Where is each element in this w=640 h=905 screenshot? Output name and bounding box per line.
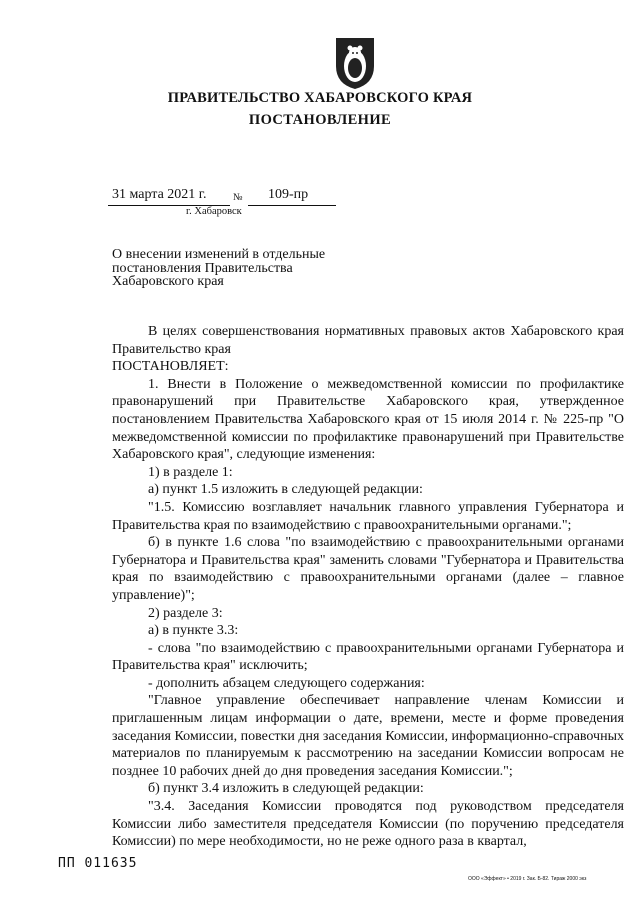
- print-info: ООО «Эффект» • 2019 г. Зак. Б-82. Тираж 2000 экз: [468, 876, 587, 882]
- document-date: 31 марта 2021 г.: [112, 187, 207, 202]
- paragraph: "3.4. Заседания Комиссии проводятся под руководством председателя Комиссии либо заместителя председателя Комиссии (по поручению председателя Комиссии) по мере необходимости, но не реже одного раза в квартал,: [112, 799, 624, 850]
- paragraph: б) в пункте 1.6 слова "по взаимодействию с правоохранительными органами Губернатора и Правительства края" заменить словами "Губернатора и Правительства края по взаимодействию с правоохранительными органами (далее – главное управление)";: [112, 535, 624, 603]
- paragraph: а) пункт 1.5 изложить в следующей редакции:: [148, 482, 423, 498]
- number-sign: №: [233, 192, 243, 203]
- paragraph: а) в пункте 3.3:: [148, 623, 239, 639]
- resolves-heading: ПОСТАНОВЛЯЕТ:: [112, 359, 229, 375]
- paragraph: 1) в разделе 1:: [148, 464, 233, 480]
- paragraph: "Главное управление обеспечивает направление членам Комиссии и приглашенным лицам информации о дате, времени, месте и форме проведения заседания Комиссии, повестки дня заседания Комиссии, информационно-справочных материалов по планируемым к рассмотрению на заседании Комиссии вопросам не позднее 10 рабочих дней до дня проведения заседания Комиссии.";: [112, 693, 624, 779]
- paragraph: "1.5. Комиссию возглавляет начальник главного управления Губернатора и Правительства края по взаимодействию с правоохранительными органами.";: [112, 499, 624, 533]
- preamble: В целях совершенствования нормативных правовых актов Хабаровского края Правительство края: [112, 324, 624, 357]
- document-number: 109-пр: [268, 187, 309, 202]
- document-subject: О внесении изменений в отдельные постановления Правительства Хабаровского края: [112, 247, 326, 289]
- government-title: ПРАВИТЕЛЬСТВО ХАБАРОВСКОГО КРАЯ: [167, 90, 473, 106]
- document-city: г. Хабаровск: [186, 206, 242, 217]
- paragraph: - дополнить абзацем следующего содержания:: [148, 675, 425, 691]
- paragraph: б) пункт 3.4 изложить в следующей редакции:: [148, 781, 424, 797]
- document-body: [112, 323, 624, 851]
- form-code: ПП 011635: [58, 856, 138, 871]
- number-underline: [248, 205, 336, 206]
- paragraph: 2) разделе 3:: [148, 605, 223, 621]
- khabarovsk-bear-emblem-icon: [333, 36, 377, 90]
- paragraph: 1. Внести в Положение о межведомственной комиссии по профилактике правонарушений при Правительстве Хабаровского края, утвержденное постановлением Правительства Хабаровского края от 15 июля 2014 г. № 225-пр "О межведомственной комиссии по профилактике правонарушений при Правительстве Хабаровского края", следующие изменения:: [112, 376, 624, 463]
- document-type: ПОСТАНОВЛЕНИЕ: [248, 112, 392, 128]
- paragraph: - слова "по взаимодействию с правоохранительными органами Губернатора и Правительства края" исключить;: [112, 640, 624, 674]
